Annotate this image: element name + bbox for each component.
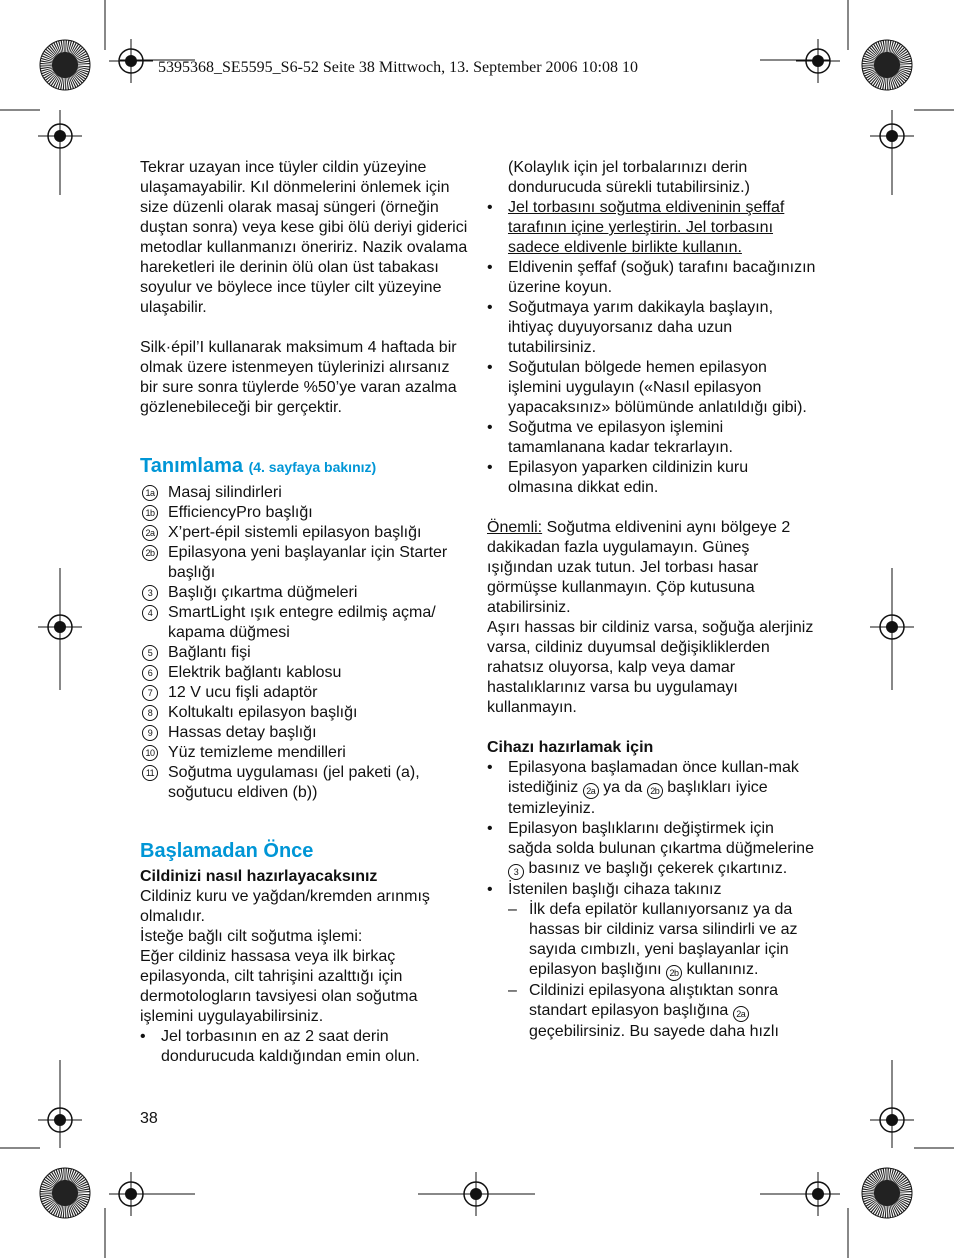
list-item [487,819,817,880]
skin-prep-bullets [140,1027,470,1067]
list-item-text: Jel torbasını soğutma eldiveninin şeffaf tarafının içine yerleştirin. Jel torbasını sadece eldivenle birlikte kullanın. [508,199,785,256]
legend-item [140,483,470,503]
legend-item [140,663,470,683]
legend-item [140,723,470,743]
cooling-bullets [487,198,817,498]
legend-text: Bağlantı fişi [168,644,251,661]
important-text: Soğutma eldivenini aynı bölgeye 2 dakikadan fazla uygulamayın. Güneş ışığından uzak tutun. Jel torbası hasar görmüşse kullanmayın. Çöp kutusuna atabilirsiniz. [487,519,791,616]
device-prep-heading: Cihazı hazırlamak için [487,739,654,756]
legend-item [140,683,470,703]
list-item: • Jel torbasının en az 2 saat derin dondurucuda kaldığından emin olun. [140,1027,470,1067]
list-item [487,198,817,258]
legend-item [140,523,470,543]
legend-text: Epilasyona yeni başlayanlar için Starter başlığı [168,544,448,581]
legend-item [140,643,470,663]
legend-number: 2a [142,525,158,541]
legend-text: EfficiencyPro başlığı [168,504,313,521]
legend-text: Elektrik bağlantı kablosu [168,664,342,681]
section-title-baslamadan-once: Başlamadan Önce [140,840,314,862]
list-item-text: başlıkları iyice temizleyiniz. [508,779,768,817]
sensitive-skin-warning: Aşırı hassas bir cildiniz varsa, soğuğa alerjiniz varsa, cildiniz duyumsal değişikliklerden rahatsız oluyorsa, kalp veya damar hastalıklarınız varsa bu uygulamayı kullanmayın. [487,619,814,716]
list-item [487,758,817,819]
list-item: • Soğutma ve epilasyon işlemini tamamlanana kadar tekrarlayın. [487,418,817,458]
legend-item [140,583,470,603]
legend-number: 9 [142,725,158,741]
device-prep-bullets [487,758,817,1042]
legend-text: 12 V ucu fişli adaptör [168,684,318,701]
parts-legend [140,483,470,803]
legend-text: Soğutma uygulaması (jel paketi (a), soğutucu eldiven (b)) [168,764,420,801]
part-number: 2a [583,783,599,799]
part-number: 2a [733,1006,749,1022]
page-number: 38 [140,1110,158,1127]
list-item-text: Epilasyona başlamadan önce kullan-mak istediğiniz [508,759,799,796]
legend-number: 4 [142,605,158,621]
legend-number: 1a [142,485,158,501]
legend-text: SmartLight ışık entegre edilmiş açma/ kapama düğmesi [168,604,436,641]
list-item-text: basınız ve başlığı çekerek çıkartınız. [528,860,788,877]
part-number: 2b [666,965,682,981]
legend-text: Yüz temizleme mendilleri [168,744,346,761]
legend-item [140,603,470,643]
legend-number: 6 [142,665,158,681]
sub-list-item [508,981,817,1042]
list-item-text: İlk defa epilatör kullanıyorsanız ya da hassas bir cildiniz varsa silindirli ve az sayıda cımbızlı, yeni başlayanlar için epilasyon başlığını [529,901,798,978]
legend-number: 5 [142,645,158,661]
legend-number: 3 [142,585,158,601]
skin-prep-heading: Cildinizi nasıl hazırlayacaksınız [140,868,378,885]
important-label: Önemli: [487,519,543,536]
legend-number: 8 [142,705,158,721]
legend-item [140,763,470,803]
legend-number: 2b [142,545,158,561]
left-column [140,158,470,1067]
skin-prep-paragraph-1: Cildiniz kuru ve yağdan/kremden arınmış olmalıdır. [140,888,430,925]
skin-prep-paragraph-2: İsteğe bağlı cilt soğutma işlemi: [140,928,363,945]
intro-paragraph-1: Tekrar uzayan ince tüyler cildin yüzeyine ulaşamayabilir. Kıl dönmelerini önlemek için size düzenli olarak masaj süngeri (örneğin duştan sonra) veya kese gibi ölü deriyi giderici metodlar kullanmanızı öneririz. Nazik ovalama hareketleri ile derinin ölü olan üst tabakası soyulur ve böylece ince tüyler cilt yüzeyine ulaşabilir. [140,159,468,316]
tanimlama-title: Tanımlama [140,455,243,477]
section-title-tanimlama [140,454,470,479]
right-column [487,158,817,1042]
list-item-text: ya da [603,779,643,796]
legend-text: Hassas detay başlığı [168,724,317,741]
legend-text: Başlığı çıkartma düğmeleri [168,584,358,601]
legend-text: X’pert-épil sistemli epilasyon başlığı [168,524,422,541]
list-item: • Soğutmaya yarım dakikayla başlayın, ihtiyaç duyuyorsanız daha uzun tutabilirsiniz. [487,298,817,358]
list-item-text: Cildinizi epilasyona alıştıktan sonra standart epilasyon başlığına [529,982,779,1019]
part-number: 3 [508,864,524,880]
legend-number: 7 [142,685,158,701]
list-item-text: kullanınız. [686,961,759,978]
sub-list-item [508,900,817,981]
list-item-text: İstenilen başlığı cihaza takınız [508,881,722,898]
intro-paragraph-2: Silk·épil’I kullanarak maksimum 4 haftada bir olmak üzere istenmeyen tüylerinizi alırsanız bir sure sonra tüylerde %50’ye varan azalma gözlenebileceği bir gerçektir. [140,339,457,416]
continued-text: (Kolaylık için jel torbalarınızı derin dondurucuda sürekli tutabilirsiniz.) [508,159,750,196]
list-item: • Soğutulan bölgede hemen epilasyon işlemini uygulayın («Nasıl epilasyon yapacaksınız» bölümünde anlatıldığı gibi). [487,358,817,418]
legend-text: Koltukaltı epilasyon başlığı [168,704,358,721]
legend-item [140,543,470,583]
legend-number: 10 [142,745,158,761]
tanimlama-subtitle: (4. sayfaya bakınız) [248,459,377,475]
legend-text: Masaj silindirleri [168,484,282,501]
legend-item [140,703,470,723]
list-item [487,880,817,1042]
list-item: • Eldivenin şeffaf (soğuk) tarafını bacağınızın üzerine koyun. [487,258,817,298]
legend-number: 1b [142,505,158,521]
print-slug: 5395368_SE5595_S6-52 Seite 38 Mittwoch, 13. September 2006 10:08 10 [158,59,638,76]
skin-prep-paragraph-3: Eğer cildiniz hassasa veya ilk birkaç epilasyonda, cilt tahrişini azalttığı için dermotologların tavsiyesi olan soğutma işlemini uygulayabilirsiniz. [140,948,418,1025]
legend-item [140,503,470,523]
sub-list [508,900,817,1042]
list-item-text: geçebilirsiniz. Bu sayede daha hızlı [529,1023,779,1040]
list-item-text: Epilasyon başlıklarını değiştirmek için sağda solda bulunan çıkartma düğmelerine [508,820,814,857]
part-number: 2b [647,783,663,799]
list-item: • Epilasyon yaparken cildinizin kuru olmasına dikkat edin. [487,458,817,498]
legend-item [140,743,470,763]
important-note [487,518,817,618]
legend-number: 11 [142,765,158,781]
